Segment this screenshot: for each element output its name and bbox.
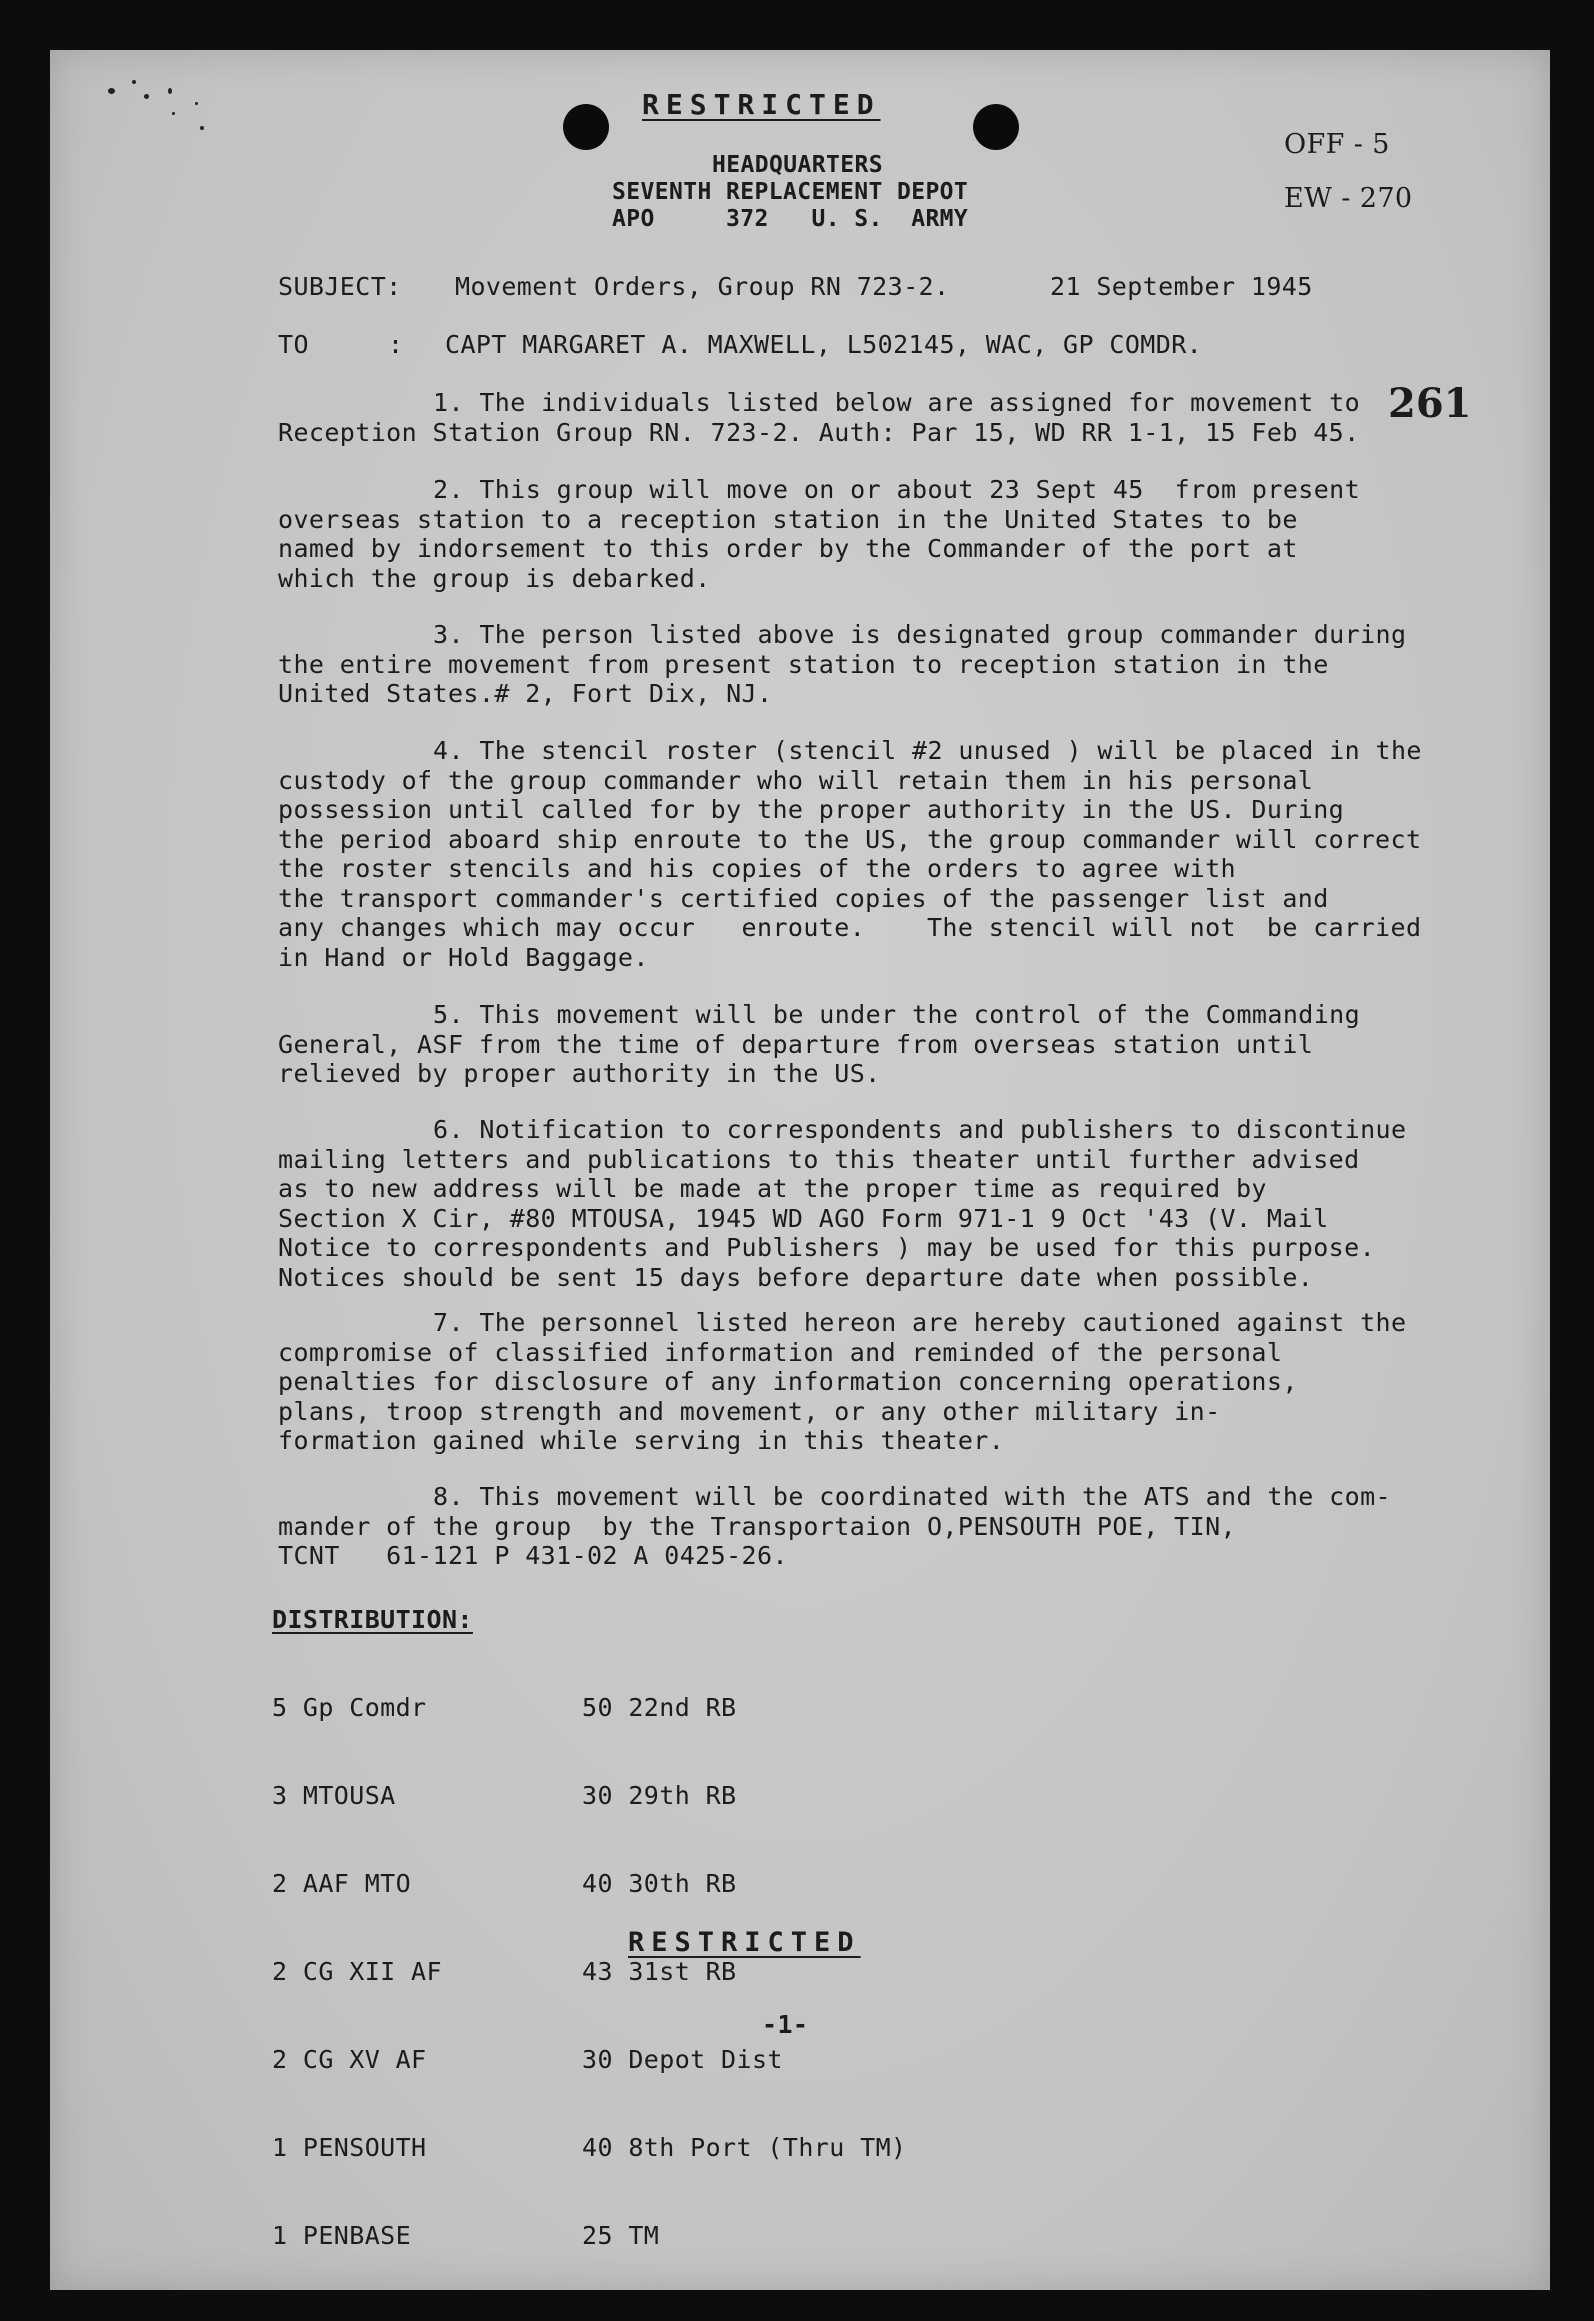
paragraph-6 [278,1115,1406,1292]
punch-hole-right [973,104,1019,150]
distribution-right-item: 30 29th RB [582,1781,737,1810]
paragraph-3 [278,620,1406,709]
page-mark-number: 261 [1388,380,1472,427]
subject-label: SUBJECT: [278,272,402,301]
paragraph-line: 5. This movement will be under the control of the Commanding [433,1000,1361,1029]
reference-off: OFF - 5 [1284,129,1390,160]
paragraph-line: plans, troop strength and movement, or any other military in- [278,1396,1221,1426]
paragraph-line: compromise of classified information and reminded of the personal [278,1337,1283,1367]
paragraph-line: General, ASF from the time of departure from overseas station until [278,1029,1314,1059]
paragraph-line: 2. This group will move on or about 23 Sept 45 from present [433,475,1361,504]
paragraph-line: 4. The stencil roster (stencil #2 unused ) will be placed in the [433,736,1422,765]
distribution-left-item: 2 CG XII AF [272,1957,442,1986]
paragraph-line: the entire movement from present station to reception station in the [278,649,1329,679]
to-colon: : [388,330,404,359]
document-date: 21 September 1945 [1050,272,1313,301]
paragraph-line: 6. Notification to correspondents and publishers to discontinue [433,1115,1407,1144]
paragraph-line: overseas station to a reception station in the United States to be [278,504,1298,534]
distribution-left-item: 3 MTOUSA [272,1781,396,1810]
paragraph-line: possession until called for by the proper authority in the US. During [278,795,1345,824]
distribution-left-item: 2 AAF MTO [272,1869,412,1898]
paragraph-line: mander of the group by the Transportaion O,PENSOUTH POE, TIN, [278,1511,1236,1541]
paragraph-line: Notice to correspondents and Publishers ) may be used for this purpose. [278,1233,1376,1262]
paragraph-line: Notices should be sent 15 days before departure date when possible. [278,1262,1314,1292]
addressee: CAPT MARGARET A. MAXWELL, L502145, WAC, GP COMDR. [445,330,1203,359]
paragraph-line: the roster stencils and his copies of the orders to agree with [278,854,1236,883]
paragraph-line: Section X Cir, #80 MTOUSA, 1945 WD AGO Form 971-1 9 Oct '43 (V. Mail [278,1203,1329,1233]
paragraph-line: relieved by proper authority in the US. [278,1059,881,1088]
paragraph-5 [278,1000,1360,1089]
distribution-label: DISTRIBUTION: [272,1605,473,1634]
distribution-row [272,1869,906,1898]
paragraph-line: any changes which may occur enroute. The stencil will not be carried [278,913,1422,942]
hq-line-1: HEADQUARTERS [712,152,883,178]
distribution-row [272,1693,906,1722]
paragraph-line: Reception Station Group RN. 723-2. Auth: Par 15, WD RR 1-1, 15 Feb 45. [278,417,1360,447]
distribution-right-item: 40 8th Port (Thru TM) [582,2133,907,2162]
hq-line-3: APO 372 U. S. ARMY [612,206,969,232]
paragraph-line: custody of the group commander who will retain them in his personal [278,765,1314,795]
paragraph-7 [278,1308,1406,1456]
subject-text: Movement Orders, Group RN 723-2. [455,272,950,301]
distribution-row [272,1957,906,1986]
distribution-left-item: 1 PENBASE [272,2221,412,2250]
distribution-right-item: 40 30th RB [582,1869,737,1898]
distribution-row [272,2221,906,2250]
distribution-left-item: 1 PENSOUTH [272,2133,427,2162]
paragraph-2 [278,475,1360,593]
paragraph-line: as to new address will be made at the proper time as required by [278,1174,1267,1203]
paragraph-line: the period aboard ship enroute to the US, the group commander will correct [278,824,1422,854]
paragraph-line: TCNT 61-121 P 431-02 A 0425-26. [278,1541,788,1570]
distribution-right-item: 25 TM [582,2221,660,2250]
paragraph-line: in Hand or Hold Baggage. [278,942,649,972]
distribution-table [272,1634,906,2309]
paragraph-line: United States.# 2, Fort Dix, NJ. [278,679,773,708]
page-number: -1- [762,2010,809,2039]
distribution-right-item: 43 31st RB [582,1957,737,1986]
paragraph-line: the transport commander's certified copies of the passenger list and [278,883,1329,913]
paragraph-1 [278,388,1360,447]
distribution-right-item: 50 22nd RB [582,1693,737,1722]
punch-hole-left [563,104,609,150]
hq-line-2: SEVENTH REPLACEMENT DEPOT [612,179,969,205]
paragraph-line: formation gained while serving in this theater. [278,1426,1005,1455]
distribution-row [272,1781,906,1810]
paragraph-line: penalties for disclosure of any information concerning operations, [278,1367,1298,1396]
paragraph-line: named by indorsement to this order by the Commander of the port at [278,534,1298,563]
document-page [50,50,1550,2290]
paragraph-line: 8. This movement will be coordinated with the ATS and the com- [433,1482,1391,1511]
classification-top: RESTRICTED [642,88,881,121]
paragraph-4 [278,736,1422,972]
distribution-row [272,2133,906,2162]
to-label: TO [278,330,309,359]
distribution-right-item: 30 Depot Dist [582,2045,783,2074]
paragraph-line: 1. The individuals listed below are assigned for movement to [433,388,1361,417]
classification-bottom: RESTRICTED [628,1927,861,1958]
paragraph-line: 7. The personnel listed hereon are hereby cautioned against the [433,1308,1407,1337]
paragraph-8 [278,1482,1391,1571]
reference-ew: EW - 270 [1284,183,1413,214]
paragraph-line: mailing letters and publications to this theater until further advised [278,1144,1360,1174]
paragraph-line: 3. The person listed above is designated group commander during [433,620,1407,649]
distribution-left-item: 5 Gp Comdr [272,1693,427,1722]
distribution-left-item: 2 CG XV AF [272,2045,427,2074]
paragraph-line: which the group is debarked. [278,563,711,593]
distribution-row [272,2045,906,2074]
